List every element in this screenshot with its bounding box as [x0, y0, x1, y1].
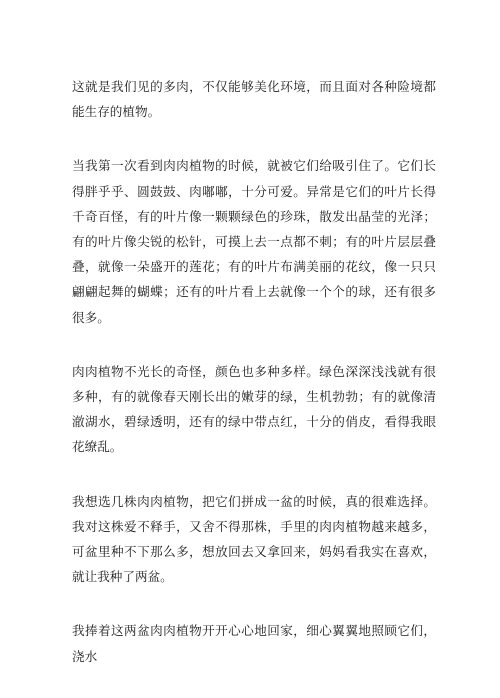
paragraph-2: 当我第一次看到肉肉植物的时候，就被它们给吸引住了。它们长得胖乎乎、圆鼓鼓、肉嘟嘟，十分可爱。异常是它们的叶片长得千奇百怪，有的叶片像一颗颗绿色的珍珠，散发出晶莹的光泽；有的叶片像尖锐的松针，可摸上去一点都不刺；有的叶片层层叠叠，就像一朵盛开的莲花；有的叶片布满美丽的花纹，像一只只翩翩起舞的蝴蝶；还有的叶片看上去就像一个个的球，还有很多很多。 — [72, 158, 436, 325]
paragraph-4: 我想选几株肉肉植物，把它们拼成一盆的时候，真的很难选择。我对这株爱不释手，又舍不得那株，手里的肉肉植物越来越多，可盆里种不下那么多，想放回去又拿回来，妈妈看我实在喜欢，就让我种了两盆。 — [72, 493, 436, 585]
paragraph-1: 这就是我们见的多肉，不仅能够美化环境，而且面对各种险境都能生存的植物。 — [72, 79, 436, 120]
paragraph-3: 肉肉植物不光长的奇怪，颜色也多种多样。绿色深深浅浅就有很多种，有的就像春天刚长出的嫩芽的绿，生机勃勃；有的就像清澈湖水，碧绿透明，还有的绿中带点红，十分的俏皮，看得我眼花缭乱。 — [72, 363, 436, 455]
paragraph-5: 我捧着这两盆肉肉植物开开心心地回家，细心翼翼地照顾它们，浇水 — [72, 623, 436, 664]
document-body — [72, 74, 436, 698]
